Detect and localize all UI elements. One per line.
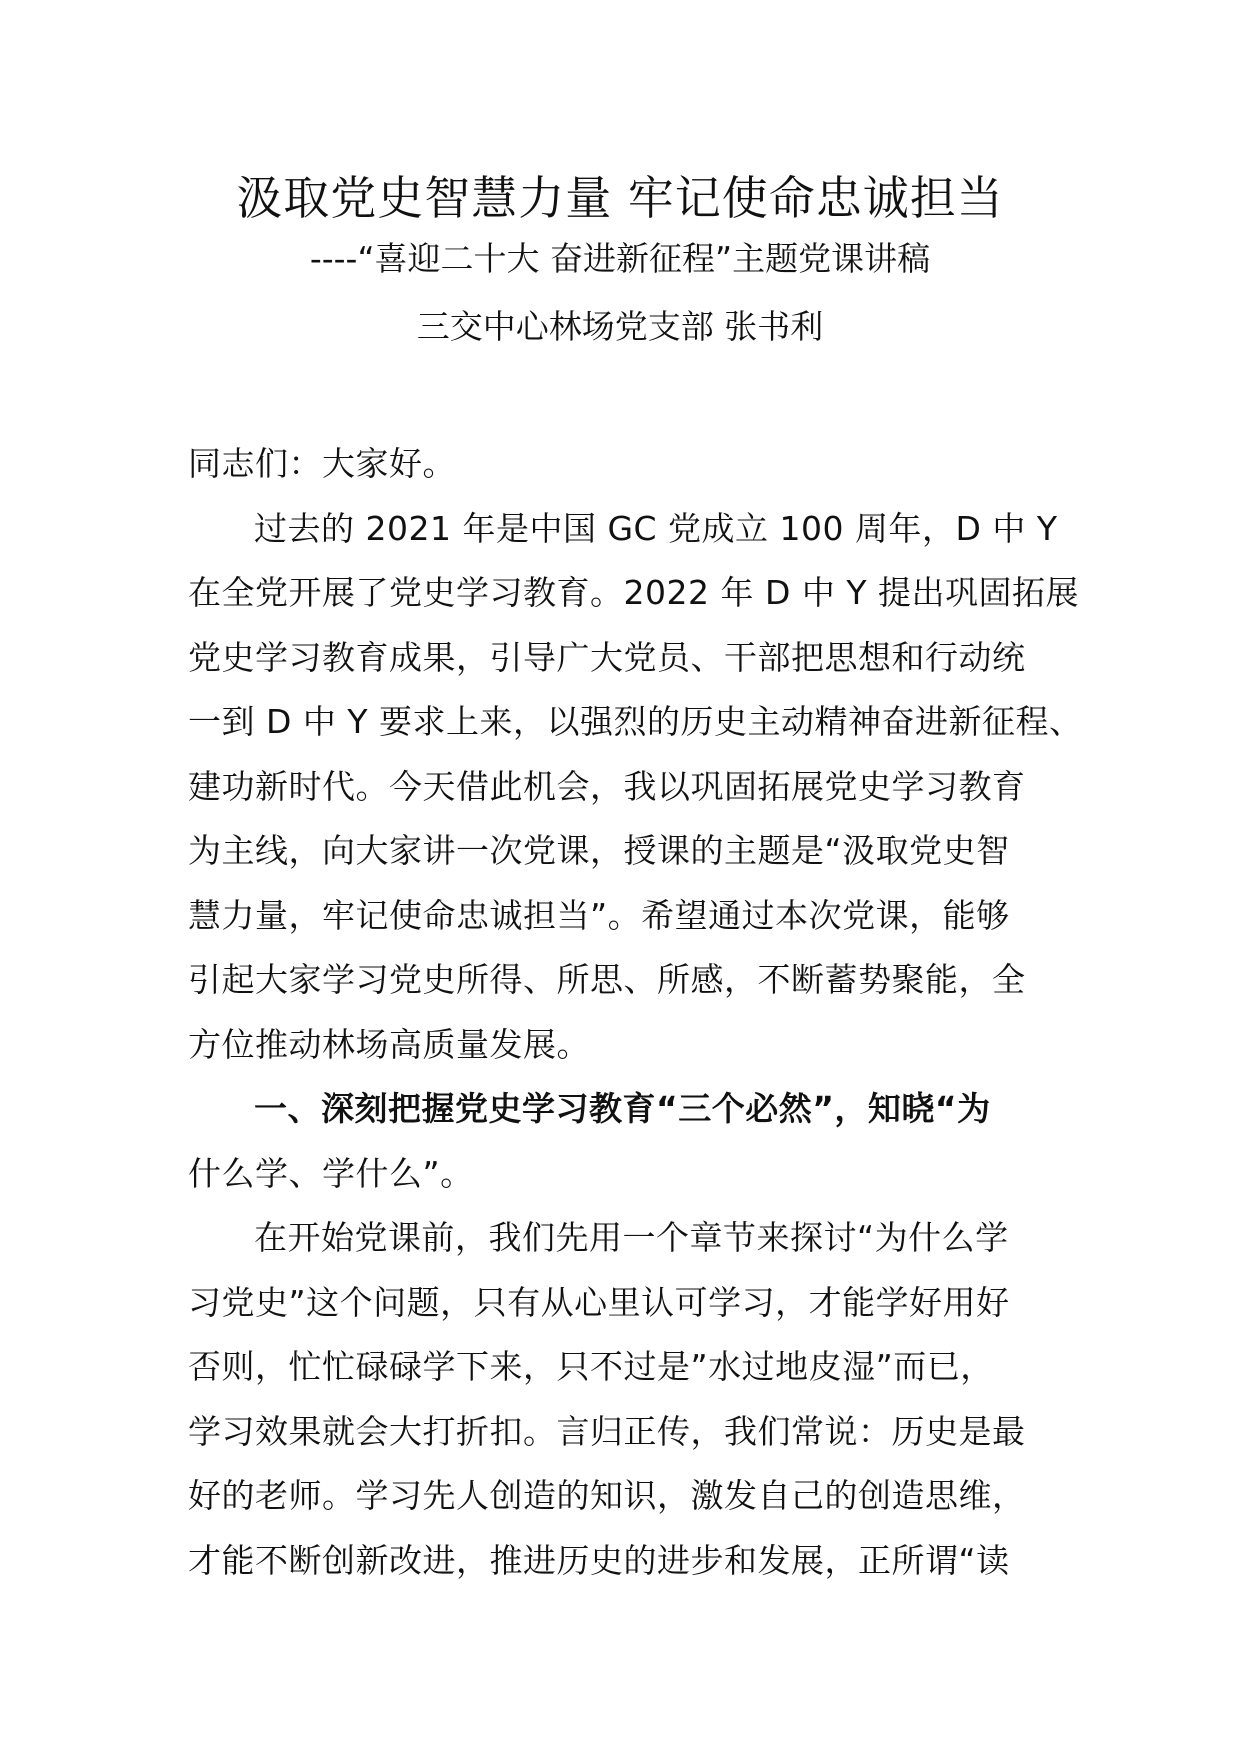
paragraph-line: 在全党开展了党史学习教育。2022 年 D 中 Y 提出巩固拓展 (188, 573, 1079, 612)
paragraph-line: 一到 D 中 Y 要求上来，以强烈的历史主动精神奋进新征程、 (188, 702, 1083, 741)
paragraph-line: 学习效果就会大打折扣。言归正传，我们常说：历史是最 (188, 1411, 1026, 1451)
paragraph-line: 才能不断创新改进，推进历史的进步和发展，正所谓“读 (188, 1540, 1010, 1580)
paragraph-line: 否则，忙忙碌碌学下来，只不过是”水过地皮湿”而已， (188, 1347, 994, 1386)
document-author: 三交中心林场党支部 张书利 (416, 307, 824, 346)
paragraph-line: 过去的 2021 年是中国 GC 党成立 100 周年，D 中 Y (254, 508, 1058, 548)
paragraph-line: 引起大家学习党史所得、所思、所感，不断蓄势聚能，全 (188, 960, 1026, 999)
document-subtitle: ----“喜迎二十大 奋进新征程”主题党课讲稿 (309, 239, 931, 278)
paragraph-line: 习党史”这个问题，只有从心里认可学习，才能学好用好 (188, 1282, 1010, 1322)
paragraph-line: 在开始党课前，我们先用一个章节来探讨“为什么学 (254, 1218, 1009, 1257)
paragraph-line: 党史学习教育成果，引导广大党员、干部把思想和行动统 (188, 637, 1026, 677)
paragraph-line: 方位推动林场高质量发展。 (188, 1024, 590, 1064)
paragraph-line: 慧力量，牢记使命忠诚担当”。希望通过本次党课，能够 (188, 895, 1010, 935)
paragraph-line: 建功新时代。今天借此机会，我以巩固拓展党史学习教育 (188, 766, 1026, 806)
greeting-line: 同志们：大家好。 (188, 444, 456, 483)
section-heading-line: 什么学、学什么”。 (188, 1153, 474, 1193)
document-body (188, 432, 1088, 1593)
paragraph-line: 为主线，向大家讲一次党课，授课的主题是“汲取党史智 (188, 831, 1010, 870)
section-heading-line: 一、深刻把握党史学习教育“三个必然”，知晓“为 (254, 1089, 991, 1128)
document-title: 汲取党史智慧力量 牢记使命忠诚担当 (236, 171, 1004, 225)
paragraph-line: 好的老师。学习先人创造的知识，激发自己的创造思维， (188, 1476, 1026, 1515)
